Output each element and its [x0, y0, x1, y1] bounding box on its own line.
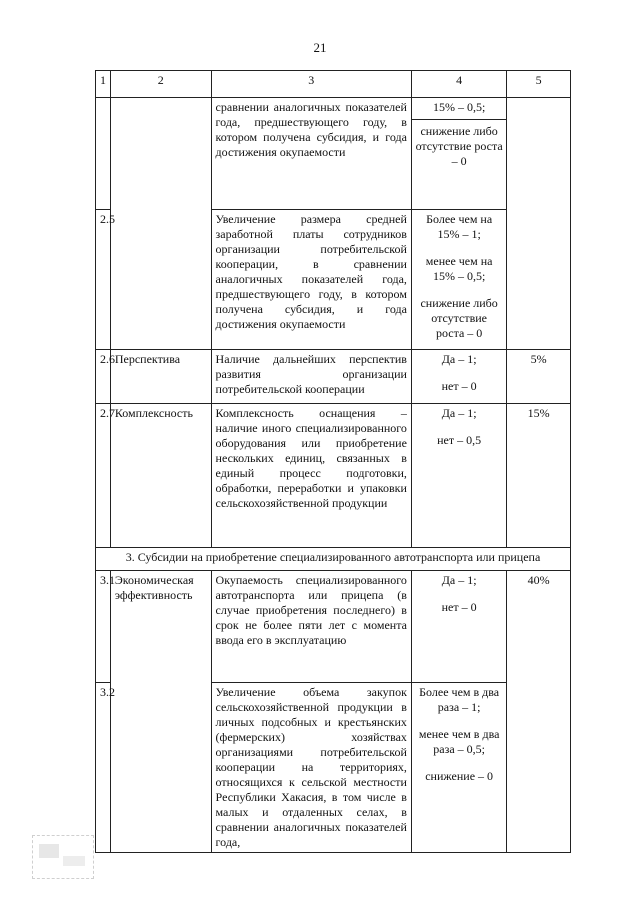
- row-number-cell: 2.5: [96, 210, 111, 350]
- score-cell: [411, 210, 506, 350]
- row-number-cell: [96, 98, 111, 210]
- description-cell: Наличие дальнейших перспектив развития организации потребительской кооперации: [211, 350, 411, 404]
- header-cell: 3: [211, 71, 411, 98]
- scan-stamp-mark: [32, 835, 94, 879]
- score-line: Да – 1;: [441, 352, 477, 366]
- score-cell: [411, 571, 506, 683]
- weight-cell: [507, 683, 571, 853]
- description-cell: Окупаемость специализированного автотранспорта или прицепа (в случае приобретения последнего) в срок не более пяти лет с момента ввода его в эксплуатацию: [211, 571, 411, 683]
- description-cell: Увеличение объема закупок сельскохозяйственной продукции в личных подсобных и крестьянских (фермерских) хозяйствах организациями потребительской кооперации на территориях, относящихся к сельской местности Республики Хакасия, в том числе в малых и отдаленных селах, в сравнении аналогичных показателей года,: [211, 683, 411, 853]
- description-cell: Комплексность оснащения – наличие иного специализированного оборудования или приобретение нескольких единиц, связанных в единый процесс подготовки, обработки, переработки и упаковки сельскохозяйственной продукции: [211, 404, 411, 548]
- score-line: снижение либо отсутствие роста – 0: [420, 296, 498, 340]
- criterion-cell: Экономическая эффективность: [110, 571, 211, 683]
- row-number-cell: 3.2: [96, 683, 111, 853]
- weight-cell: [507, 210, 571, 350]
- score-line: нет – 0: [441, 600, 477, 614]
- section-title-row: [96, 548, 571, 571]
- score-cell: [411, 350, 506, 404]
- score-cell: [411, 98, 506, 210]
- weight-cell: 5%: [507, 350, 571, 404]
- weight-cell: [507, 98, 571, 210]
- weight-cell: 40%: [507, 571, 571, 683]
- row-number-cell: 3.1: [96, 571, 111, 683]
- table-row: [96, 683, 571, 853]
- score-cell: [411, 404, 506, 548]
- score-cell: [411, 683, 506, 853]
- score-line: нет – 0: [441, 379, 477, 393]
- table-row: [96, 98, 571, 210]
- page-number: 21: [313, 40, 327, 55]
- criterion-cell: Перспектива: [110, 350, 211, 404]
- criterion-cell: Комплексность: [110, 404, 211, 548]
- score-line: нет – 0,5: [437, 433, 482, 447]
- score-line: менее чем на 15% – 0,5;: [425, 254, 493, 283]
- description-cell: сравнении аналогичных показателей года, предшествующего году, в котором получена субсидия, и года достижения окупаемости: [211, 98, 411, 210]
- criterion-cell: [110, 683, 211, 853]
- header-cell: 1: [96, 71, 111, 98]
- criterion-cell: [110, 210, 211, 350]
- score-line: снижение – 0: [425, 769, 494, 783]
- score-line: Более чем на 15% – 1;: [426, 212, 493, 241]
- criteria-table: [95, 70, 571, 853]
- header-cell: 5: [507, 71, 571, 98]
- criterion-cell: [110, 98, 211, 210]
- section-title: 3. Субсидии на приобретение специализированного автотранспорта или прицепа: [96, 548, 571, 571]
- table-header-row: [96, 71, 571, 98]
- score-line: Более чем в два раза – 1;: [419, 685, 500, 714]
- table-row: [96, 350, 571, 404]
- score-line: Да – 1;: [441, 573, 477, 587]
- score-line: Да – 1;: [441, 406, 477, 420]
- table-row: [96, 404, 571, 548]
- description-cell: Увеличение размера средней заработной платы сотрудников организации потребительской кооперации, в сравнении аналогичных показателей года, предшествующего году, в котором получена субсидия, и года достижения окупаемости: [211, 210, 411, 350]
- score-line: менее чем в два раза – 0,5;: [418, 727, 500, 756]
- row-number-cell: 2.6: [96, 350, 111, 404]
- header-cell: 2: [110, 71, 211, 98]
- table-row: [96, 210, 571, 350]
- score-line: снижение либо отсутствие роста – 0: [415, 124, 503, 168]
- header-cell: 4: [411, 71, 506, 98]
- table-row: [96, 571, 571, 683]
- weight-cell: 15%: [507, 404, 571, 548]
- row-number-cell: 2.7: [96, 404, 111, 548]
- score-line: 15% – 0,5;: [432, 100, 486, 114]
